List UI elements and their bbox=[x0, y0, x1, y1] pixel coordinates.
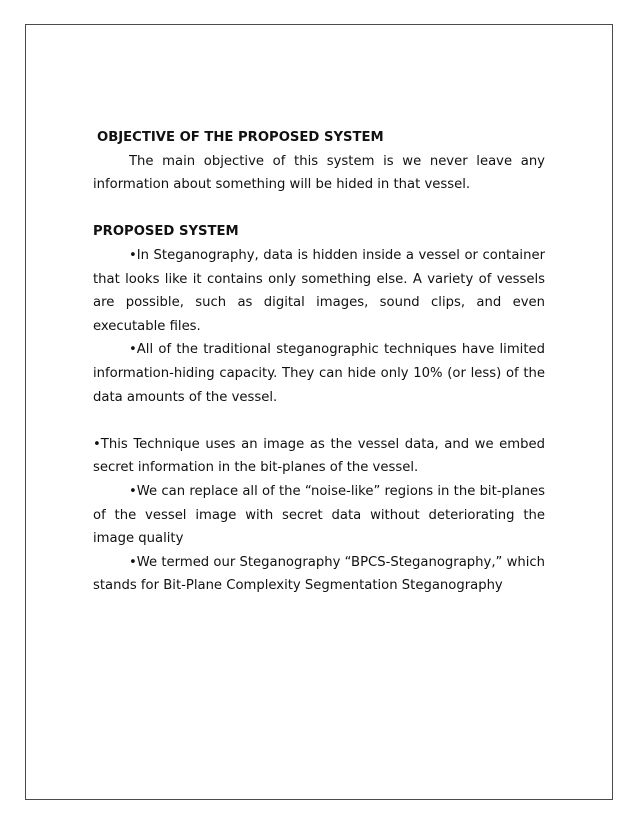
bullet-paragraph-capacity: •All of the traditional steganographic techniques have limited information-hiding capacity. They can hide only 10% (or less) of the data amounts of the vessel. bbox=[93, 342, 545, 405]
bullet-paragraph-steganography: •In Steganography, data is hidden inside a vessel or container that looks like it contains only something else. A variety of vessels are possible, such as digital images, sound clips, and even executable files. bbox=[93, 247, 545, 334]
bullet-paragraph-technique: •This Technique uses an image as the vessel data, and we embed secret information in the bit-planes of the vessel. bbox=[93, 436, 545, 476]
bullet-paragraph-noise-regions: •We can replace all of the “noise-like” regions in the bit-planes of the vessel image with secret data without deteriorating the image quality bbox=[93, 483, 545, 547]
spacer bbox=[93, 409, 545, 433]
bullet-paragraph-bpcs: •We termed our Steganography “BPCS-Steganography,” which stands for Bit-Plane Complexity Segmentation Steganography bbox=[93, 554, 545, 594]
section-heading-objective: OBJECTIVE OF THE PROPOSED SYSTEM bbox=[97, 130, 384, 145]
section-heading-proposed-system: PROPOSED SYSTEM bbox=[93, 224, 239, 240]
objective-paragraph: The main objective of this system is we never leave any information about something will be hided in that vessel. bbox=[93, 153, 545, 193]
spacer bbox=[93, 197, 545, 221]
document-body bbox=[93, 126, 545, 598]
